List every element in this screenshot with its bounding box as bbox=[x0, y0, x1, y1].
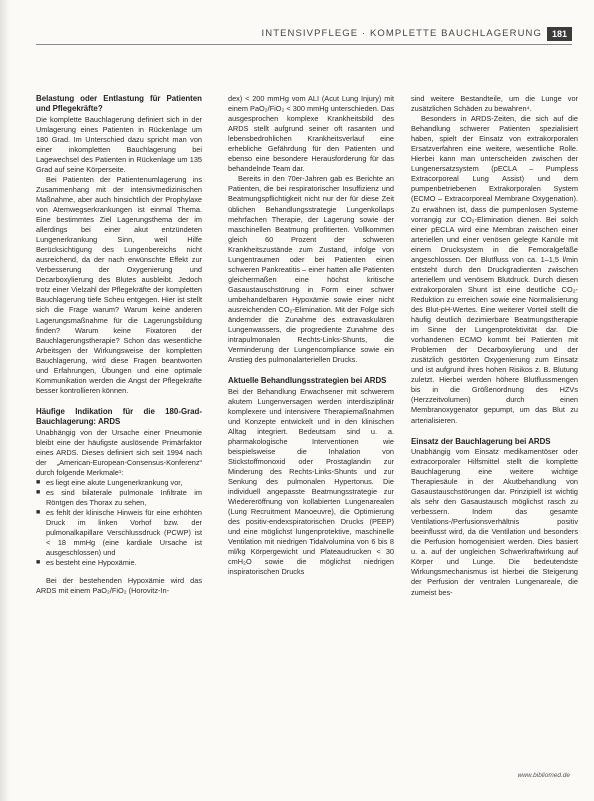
list-item: ■ es sind bilaterale pulmonale Infiltrate im Röntgen des Thorax zu sehen, bbox=[36, 487, 202, 507]
page-number: 181 bbox=[547, 27, 572, 41]
page-edge-shadow bbox=[0, 0, 10, 801]
bullet-icon: ■ bbox=[36, 508, 41, 516]
section-heading-strategien: Aktuelle Behandlungsstrategien bei ARDS bbox=[228, 376, 387, 386]
column-right bbox=[411, 94, 578, 598]
bullet-icon: ■ bbox=[36, 478, 41, 486]
list-item: ■ es besteht eine Hypoxämie. bbox=[36, 558, 137, 568]
running-header bbox=[0, 28, 594, 44]
section-heading-indikation: Häufige Indikation für die 180-Grad-Bauchlagerung: ARDS bbox=[36, 406, 202, 427]
column-middle bbox=[228, 94, 394, 577]
paragraph: Unabhängig vom Einsatz medikamentöser oder extracorporaler Hilfsmittel stellt die komplette Bauchlagerung eine weitere wichtige Therapiesäule in der Akutbehandlung von Gasaustauschstörungen dar. Prinzipiell ist wichtig als sehr den Gasaustausch möglichst rasch zu verbessern. Indem das gesamte Ventilations-/Perfusionsverhältnis positiv beeinflusst wird, da die Ventilation und besonders die Perfusion homogenisiert werden. Dies basiert u. a. auf der ungleichen Schwerkraftwirkung auf Körper und Lunge. Die bedeutendste Wirkungsmechanismus ist hierbei die Steigerung der Perfusion der ventralen Lungenareale, die zumeist bes- bbox=[411, 446, 578, 597]
list-item: ■ es liegt eine akute Lungenerkrankung vor, bbox=[36, 477, 183, 487]
bullet-icon: ■ bbox=[36, 488, 41, 496]
paragraph: Besonders in ARDS-Zeiten, die sich auf die Behandlung schwerer Patienten spezialisiert haben, spielt der Einsatz von extrakorporalen Ersatzverfahren eine weitere, wesentliche Rolle. Hierbei kann man unterscheiden zwischen der Lungenersatzsystem (pECLA – Pumpless Extracorporeal Lung Assist) und dem pumpenbetriebenen Extrakorporalen System (ECMO – Extracorporeal Membrane Oxygenation). Zu erwähnen ist, dass die pumpenlosen Systeme vorrangig zur CO₂-Elimination dienen. Bei solch einer pECLA wird eine Membran zwischen einer arteriellen und einer venösen gelegte Kanüle mit einem Drucksystem in die Femoralgefäße angeschlossen. Der Blutfluss von ca. 1–1,5 l/min entsteht durch den Druckgradienten zwischen arteriellem und venösem Blutdruck. Durch diesen extrakorporalen Shunt ist eine deutliche CO₂-Reduktion zu erreichen sowie eine Normalisierung des Blut-pH-Wertes. Eine weiterer Vorteil stellt die häufig deutlich dezimierbare Beatmungstherapie im Sinne der Lungenprotektivität dar. Die vorhandenen ECMO kommt bei Patienten mit Problemen der Decarboxylierung und der zusätzlich gestörten Oxygenierung zum Einsatz und ist aufgrund ihres hohen Risikos z. B. Blutung zuletzt. Hierbei werden höhere Blutflussmengen bis in die Größenordnung des HZVs (Herzzeitvolumen) durch einen Membranoxygenator gepumpt, um das Blut zu arterialisieren. bbox=[411, 114, 578, 425]
bullet-icon: ■ bbox=[36, 559, 41, 567]
paragraph: dex) < 200 mmHg vom ALI (Acut Lung Injury) mit einem PaO₂/FiO₂ < 300 mmHg unterschieden. Das ausgesprochen komplexe Krankheitsbild des ARDS stellt aufgrund seiner oft rasanten und lebensbedrohlichen Krankheitsverlauf eine erhebliche Gefährdung für den Patienten und ebenso eine besondere Herausforderung für das behandelnde Team dar. bbox=[228, 94, 394, 174]
paragraph: Unabhängig von der Ursache einer Pneumonie bleibt eine der häufigste auslösende Primärfaktor eines ARDS. Dieses definiert sich seit 1994 nach der „American-European-Consensus-Konferenz“ durch folgende Merkmale¹: bbox=[36, 427, 202, 477]
column-left bbox=[36, 94, 202, 596]
paragraph: Bei Patienten der Patientenumlagerung ins Zusammenhang mit der intensivmedizinischen Maßnahme, aber auch hinsichtlich der Prophylaxe von Atemwegserkrankungen ist einmal Thema. Eine bestimmtes Ziel Lagerungsthema der im allerdings bei einer akut entzündeten Lungenerkrankung Sinn, weil Hilfe Berücksichtigung des Lungenbereichs nicht ausreichend, da der nach erwünschte Effekt zur Verbesserung der Oxygenierung und Decarboxylierung des Blutes ausbleibt. Jedoch trotz einer Vielzahl der Pflegekräfte der kompletten Bauchlagerung tiefe Scheu entgegen. Hier ist stellt sich die Frage warum? Warum keine anderen Lagerungsmaßnahme für die Lagerungsbildung finden? Warum keine Fixatoren der Bauchlagerungstherapie? Schon das wesentliche Arbeitsgen der Wirkungsweise der kompletten Bauchlagerung, wird diese Fragen beantworten und Erfahrungen, Übungen und eine optimale Kommunikation werden die Angst der Pflegekräfte besser kontrollieren können. bbox=[36, 174, 202, 395]
section-heading-belastung: Belastung oder Entlastung für Patienten und Pflegekräfte? bbox=[36, 94, 202, 114]
criteria-list bbox=[36, 478, 202, 568]
paragraph: Die komplette Bauchlagerung definiert sich in der Umlagerung eines Patienten in Rückenlage um 180 Grad. Im Unterschied dazu spricht man von einer inkompletten Bauchlagerung bei Lagewechsel des Patienten in Rückenlage um 135 Grad auf seine Körperseite. bbox=[36, 114, 202, 174]
paragraph: Bei der Behandlung Erwachsener mit schwerem akutem Lungenversagen werden interdisziplinär komplexere und intensivere Therapiemaßnahmen und Konzepte entwickelt und in den klinischen Alltag integriert. Bedeutsam sind u. a. pharmakologische Interventionen wie beispielsweise die Inhalation von Stickstoffmonoxid oder Prostaglandin zur Minderung des Rechts-Links-Shunts und zur Senkung des pulmonalen Hypertonus. Die individuell angepasste Beatmungsstrategie zur Wiedereröffnung von kollabierten Lungenarealen (Lung Recruitment Manoeuvre), die Optimierung des positiv-endexspiratorischen Drucks (PEEP) und eine möglichst lungenprotektive, maschinelle Ventilation mit niedrigen Tidalvolumina von 6 bis 8 ml/kg Körpergewicht und Plateaudrucken < 30 cmH₂O sowie die möglichst niedrigen inspiratorischen Drucks bbox=[228, 386, 394, 577]
paragraph: Bereits in den 70er-Jahren gab es Berichte an Patienten, die bei respiratorischer Insuffizienz und Beatmungspflichtigkeit nicht nur der für diese Zeit üblichen Behandlungsstrategie Lungenkollaps mehrfachen Therapie, der Lagerung sowie der maschinellen Beatmung profitierten. Vollkommen gleich 60 Prozent der schweren Krankheitszustände zum Zustand, infolge von Lungentraumen oder bei Patienten einen schweren Pankreatitis – einer hatten alle Patienten gleichermaßen eine höchst kritische Gasaustauschstörung in Form einer schwer umbehandelbaren Hypoxämie sowie einer nicht ausreichenden CO₂-Elimination. Mit der Folge sich ändernder die Zunahme des extravaskulären Lungenwassers, die progrediente Zunahme des intrapulmonalen Rechts-Links-Shunts, die Verminderung der Lungencompliance sowie ein Anstieg des pulmonalarteriellen Drucks. bbox=[228, 174, 394, 365]
section-heading-einsatz: Einsatz der Bauchlagerung bei ARDS bbox=[411, 436, 551, 446]
header-divider bbox=[36, 44, 572, 45]
running-title: INTENSIVPFLEGE · KOMPLETTE BAUCHLAGERUNG bbox=[261, 28, 542, 39]
footer-url: www.bibliomed.de bbox=[517, 772, 570, 779]
paragraph: sind weitere Bestandteile, um die Lunge vor zusätzlichen Schäden zu bewahren⁴. bbox=[411, 94, 578, 114]
paragraph: Bei der bestehenden Hypoxämie wird das ARDS mit einem PaO₂/FiO₂ (Horovitz-In- bbox=[36, 576, 202, 596]
list-item: ■ es fehlt der klinische Hinweis für eine erhöhten Druck im linken Vorhof bzw. der pulmonalkapillare Verschlussdruck (PCWP) ist < 18 mmHg (eine kardiale Ursache ist ausgeschlossen) und bbox=[36, 507, 202, 558]
